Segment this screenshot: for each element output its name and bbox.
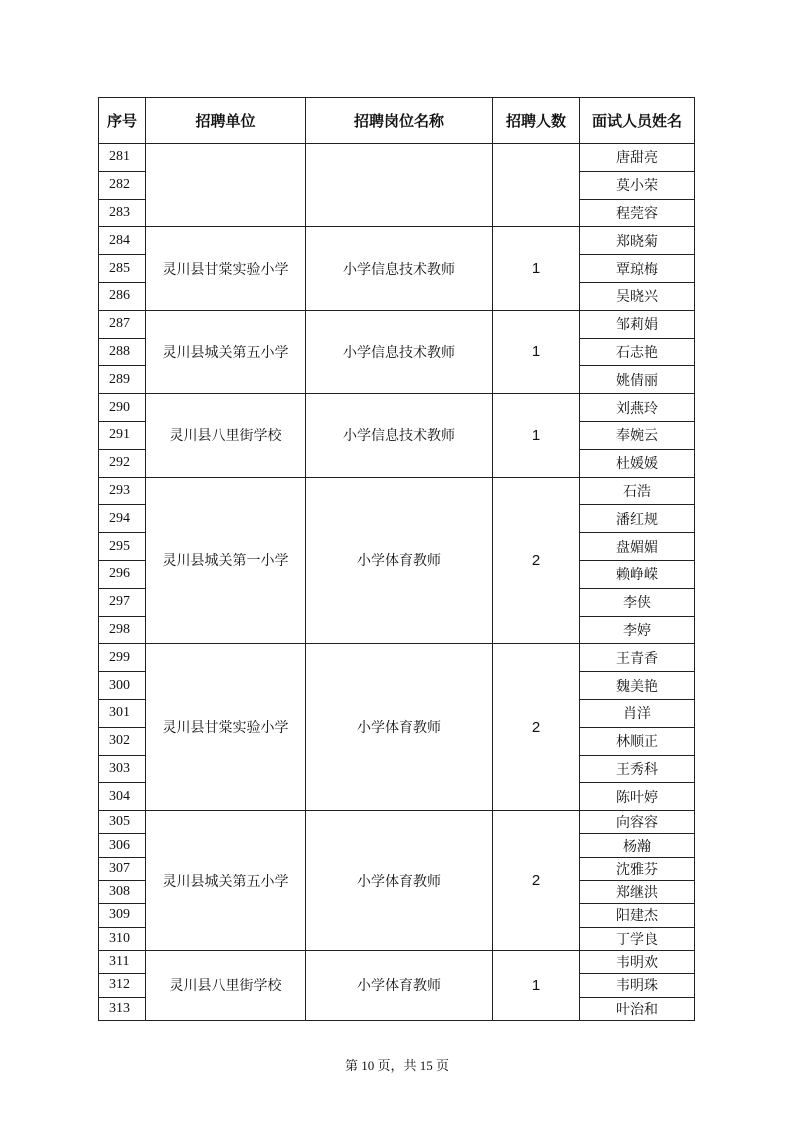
name-cell: 陈叶婷	[580, 783, 695, 811]
name-cell: 阳建杰	[580, 904, 695, 927]
unit-cell	[146, 144, 306, 227]
seq-cell: 282	[99, 171, 146, 199]
seq-cell: 310	[99, 927, 146, 950]
count-cell: 1	[493, 950, 580, 1020]
seq-cell: 312	[99, 974, 146, 997]
seq-cell: 299	[99, 644, 146, 672]
name-cell: 丁学良	[580, 927, 695, 950]
position-cell: 小学信息技术教师	[306, 394, 493, 477]
name-cell: 邹莉娟	[580, 310, 695, 338]
name-cell: 吴晓兴	[580, 282, 695, 310]
name-cell: 潘红规	[580, 505, 695, 533]
name-cell: 向容容	[580, 811, 695, 834]
header-row	[99, 98, 695, 144]
seq-cell: 291	[99, 421, 146, 449]
header-position: 招聘岗位名称	[306, 98, 493, 144]
count-cell: 1	[493, 394, 580, 477]
table-row	[99, 144, 695, 172]
table-row	[99, 477, 695, 505]
name-cell: 石志艳	[580, 338, 695, 366]
unit-cell: 灵川县城关第五小学	[146, 811, 306, 951]
table-row	[99, 310, 695, 338]
header-count: 招聘人数	[493, 98, 580, 144]
header-names: 面试人员姓名	[580, 98, 695, 144]
name-cell: 沈雅芬	[580, 857, 695, 880]
name-cell: 杨瀚	[580, 834, 695, 857]
name-cell: 盘媚媚	[580, 533, 695, 561]
seq-cell: 305	[99, 811, 146, 834]
count-cell: 1	[493, 310, 580, 393]
name-cell: 奉婉云	[580, 421, 695, 449]
seq-cell: 301	[99, 699, 146, 727]
name-cell: 李侠	[580, 588, 695, 616]
count-cell: 2	[493, 811, 580, 951]
name-cell: 韦明欢	[580, 950, 695, 973]
interview-list-table	[98, 97, 695, 1021]
name-cell: 叶治和	[580, 997, 695, 1020]
seq-cell: 281	[99, 144, 146, 172]
name-cell: 魏美艳	[580, 672, 695, 700]
name-cell: 韦明珠	[580, 974, 695, 997]
name-cell: 赖峥嵘	[580, 560, 695, 588]
position-cell: 小学体育教师	[306, 811, 493, 951]
count-cell: 2	[493, 477, 580, 644]
name-cell: 刘燕玲	[580, 394, 695, 422]
position-cell	[306, 144, 493, 227]
header-unit: 招聘单位	[146, 98, 306, 144]
count-cell	[493, 144, 580, 227]
count-cell: 1	[493, 227, 580, 310]
seq-cell: 313	[99, 997, 146, 1020]
seq-cell: 294	[99, 505, 146, 533]
table-body	[99, 144, 695, 1021]
position-cell: 小学体育教师	[306, 644, 493, 811]
table-row	[99, 644, 695, 672]
name-cell: 林顺正	[580, 727, 695, 755]
page-footer: 第 10 页，共 15 页	[344, 1058, 449, 1073]
unit-cell: 灵川县八里街学校	[146, 394, 306, 477]
name-cell: 郑晓菊	[580, 227, 695, 255]
seq-cell: 295	[99, 533, 146, 561]
name-cell: 肖洋	[580, 699, 695, 727]
table-row	[99, 950, 695, 973]
seq-cell: 286	[99, 282, 146, 310]
seq-cell: 300	[99, 672, 146, 700]
name-cell: 姚倩丽	[580, 366, 695, 394]
name-cell: 程莞容	[580, 199, 695, 227]
name-cell: 莫小荣	[580, 171, 695, 199]
seq-cell: 290	[99, 394, 146, 422]
unit-cell: 灵川县八里街学校	[146, 950, 306, 1020]
seq-cell: 308	[99, 881, 146, 904]
name-cell: 石浩	[580, 477, 695, 505]
position-cell: 小学信息技术教师	[306, 310, 493, 393]
name-cell: 唐甜亮	[580, 144, 695, 172]
unit-cell: 灵川县城关第一小学	[146, 477, 306, 644]
name-cell: 郑继洪	[580, 881, 695, 904]
seq-cell: 296	[99, 560, 146, 588]
count-cell: 2	[493, 644, 580, 811]
seq-cell: 302	[99, 727, 146, 755]
seq-cell: 293	[99, 477, 146, 505]
header-seq: 序号	[99, 98, 146, 144]
seq-cell: 304	[99, 783, 146, 811]
table-row	[99, 394, 695, 422]
table-row	[99, 227, 695, 255]
seq-cell: 309	[99, 904, 146, 927]
name-cell: 王青香	[580, 644, 695, 672]
seq-cell: 307	[99, 857, 146, 880]
seq-cell: 292	[99, 449, 146, 477]
seq-cell: 284	[99, 227, 146, 255]
name-cell: 杜媛媛	[580, 449, 695, 477]
position-cell: 小学体育教师	[306, 950, 493, 1020]
unit-cell: 灵川县城关第五小学	[146, 310, 306, 393]
name-cell: 覃琼梅	[580, 255, 695, 283]
seq-cell: 283	[99, 199, 146, 227]
seq-cell: 288	[99, 338, 146, 366]
seq-cell: 311	[99, 950, 146, 973]
seq-cell: 285	[99, 255, 146, 283]
seq-cell: 289	[99, 366, 146, 394]
seq-cell: 298	[99, 616, 146, 644]
name-cell: 李婷	[580, 616, 695, 644]
seq-cell: 306	[99, 834, 146, 857]
unit-cell: 灵川县甘棠实验小学	[146, 227, 306, 310]
unit-cell: 灵川县甘棠实验小学	[146, 644, 306, 811]
name-cell: 王秀科	[580, 755, 695, 783]
seq-cell: 303	[99, 755, 146, 783]
position-cell: 小学体育教师	[306, 477, 493, 644]
table-row	[99, 811, 695, 834]
position-cell: 小学信息技术教师	[306, 227, 493, 310]
seq-cell: 287	[99, 310, 146, 338]
seq-cell: 297	[99, 588, 146, 616]
